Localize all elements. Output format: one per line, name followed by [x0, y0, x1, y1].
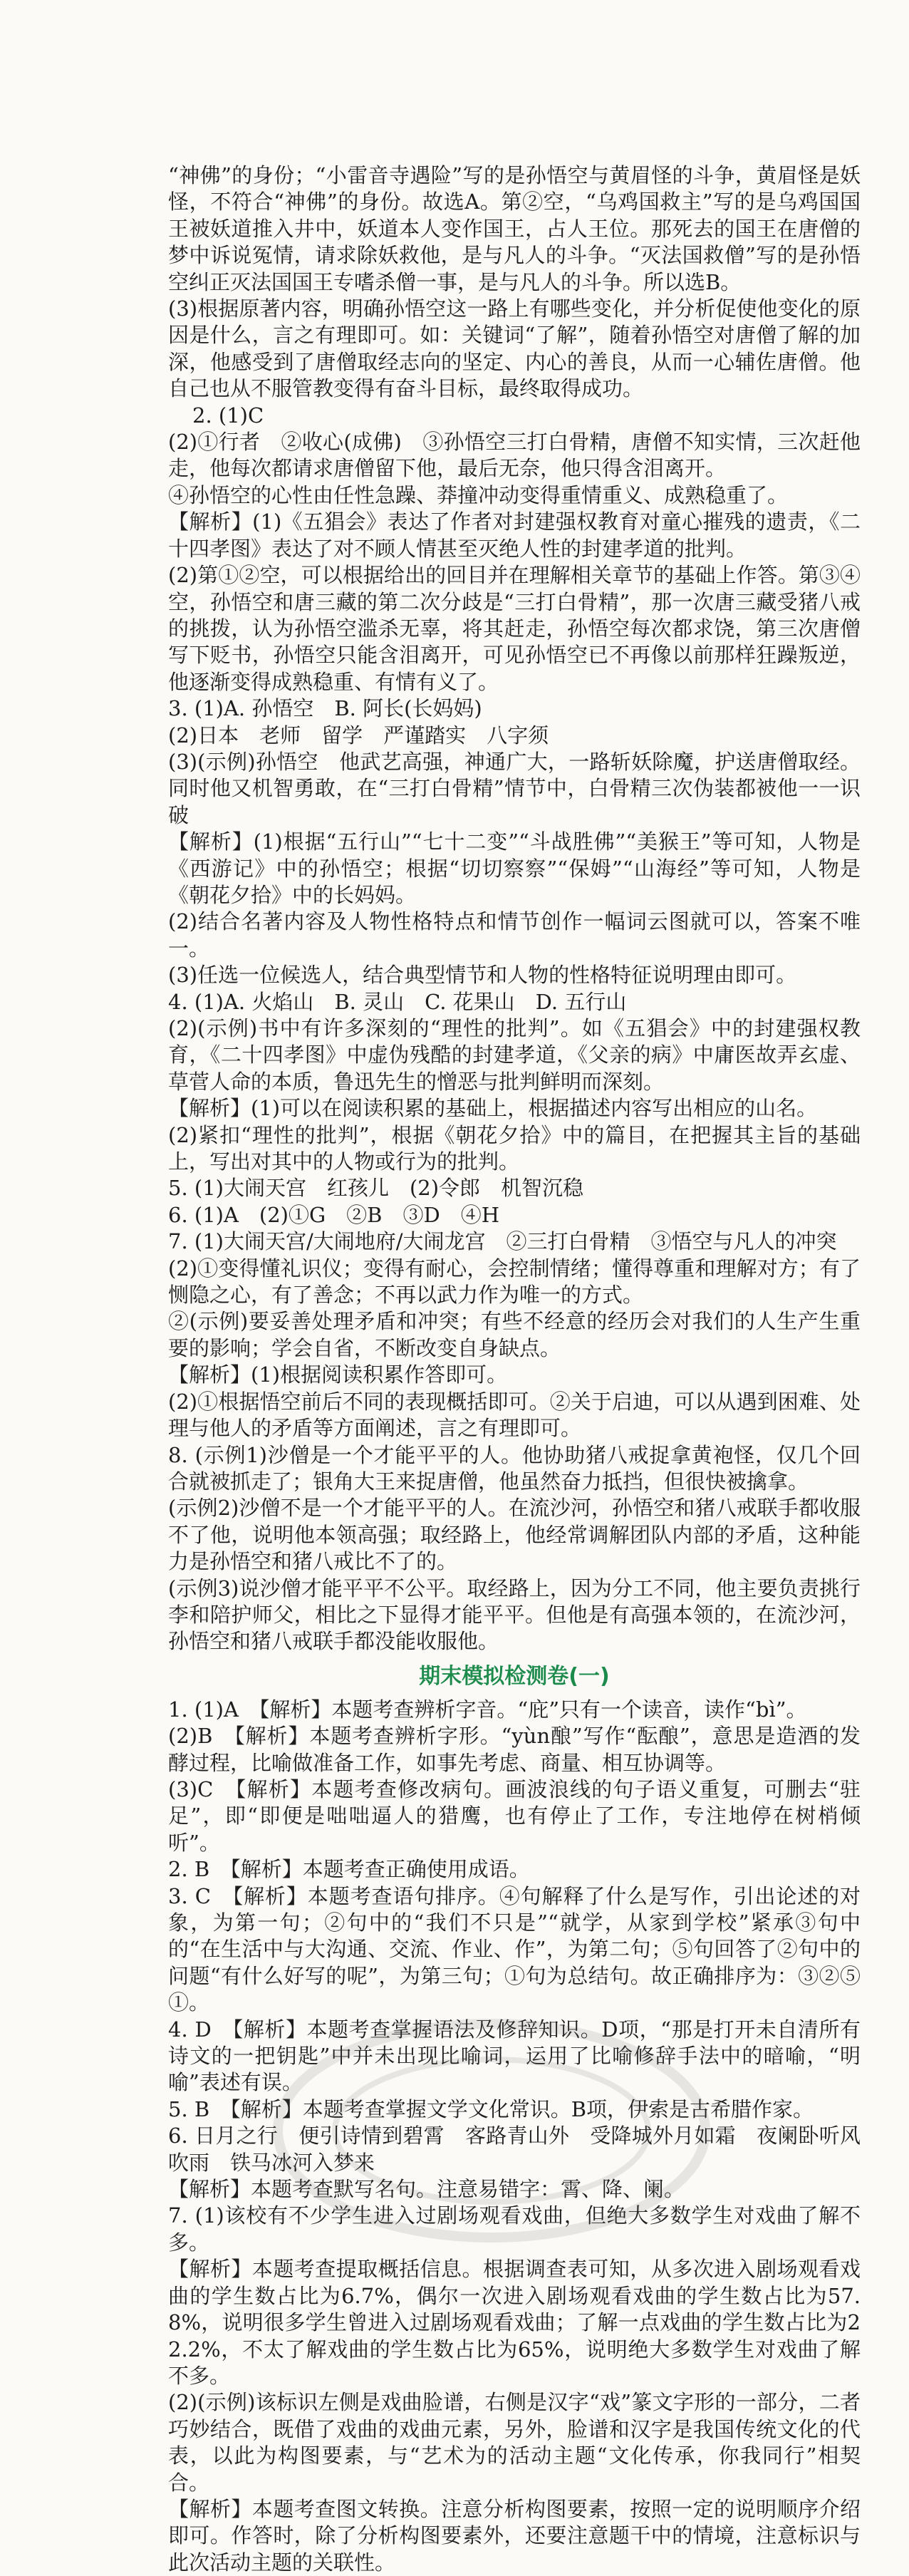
analysis-para: 【解析】(1)可以在阅读积累的基础上，根据描述内容写出相应的山名。: [168, 1096, 818, 1121]
answer-para: ②(示例)要妥善处理矛盾和冲突；有些不经意的经历会对我们的人生产生重要的影响；学会自省，不断改变自身缺点。: [168, 1309, 861, 1360]
analysis-para: (2)紧扣“理性的批判”，根据《朝花夕拾》中的篇目，在把握其主旨的基础上，写出对其中的人物或行为的批判。: [168, 1122, 861, 1174]
analysis-para: 【解析】本题考查提取概括信息。根据调查表可知，从多次进入剧场观看戏曲的学生数占比为6.7%，偶尔一次进入剧场观看戏曲的学生数占比为57.8%，说明很多学生曾进入过剧场观看戏曲；了解一点戏曲的学生数占比为22.2%，不太了解戏曲的学生数占比为65%，说明绝大多数学生对戏曲了解不多。: [168, 2257, 861, 2388]
answer-item-3: 3. (1)A. 孙悟空 B. 阿长(长妈妈): [168, 696, 482, 721]
answer-item: 6. 日月之行 便引诗情到碧霄 客路青山外 受降城外月如霜 夜阑卧听风吹雨 铁马冰河入梦来: [168, 2124, 861, 2175]
answer-para: 2. (1)C: [192, 403, 264, 428]
answer-item: 5. B 【解析】本题考查掌握文学文化常识。B项，伊索是古希腊作家。: [168, 2096, 814, 2121]
answer-para: (3)C 【解析】本题考查修改病句。画波浪线的句子语义重复，可删去“驻足”，即“即便是咄咄逼人的猎鹰，也有停止了工作，专注地停在树梢倾听”。: [168, 1776, 861, 1855]
answer-para: (2)B 【解析】本题考查辨析字形。“yùn酿”写作“酝酿”，意思是造酒的发酵过程，比喻做准备工作，如事先考虑、商量、相互协调等。: [168, 1724, 861, 1775]
answer-para: (3)根据原著内容，明确孙悟空这一路上有哪些变化，并分析促使他变化的原因是什么，言之有理即可。如：关键词“了解”，随着孙悟空对唐僧了解的加深，他感受到了唐僧取经志向的坚定、内心的善良，从而一心辅佐唐僧。他自己也从不服管教变得有奋斗目标，最终取得成功。: [168, 296, 861, 401]
answer-para: (示例2)沙僧不是一个才能平平的人。在流沙河，孙悟空和猪八戒联手都收服不了他，说明他本领高强；取经路上，他经常调解团队内部的矛盾，这种能力是孙悟空和猪八戒比不了的。: [168, 1496, 861, 1574]
answer-item: 1. (1)A 【解析】本题考查辨析字音。“庇”只有一个读音，读作“bì”。: [168, 1697, 807, 1722]
answer-item-8: 8. (示例1)沙僧是一个才能平平的人。他协助猪八戒捉拿黄袍怪，仅几个回合就被抓走了；银角大王来捉唐僧，他虽然奋力抵挡，但很快被擒拿。: [168, 1442, 861, 1494]
answer-item: 2. B 【解析】本题考查正确使用成语。: [168, 1857, 530, 1882]
analysis-para: (2)第①②空，可以根据给出的回目并在理解相关章节的基础上作答。第③④空，孙悟空和唐三藏的第二次分歧是“三打白骨精”，那一次唐三藏受猪八戒的挑拨，认为孙悟空滥杀无辜，将其赶走，孙悟空每次都求饶，第三次唐僧写下贬书，孙悟空只能含泪离开，可见孙悟空已不再像以前那样狂躁叛逆，他逐渐变得成熟稳重、有情有义了。: [168, 563, 861, 694]
analysis-para: 【解析】本题考查图文转换。注意分析构图要素，按照一定的说明顺序介绍即可。作答时，除了分析构图要素外，还要注意题干中的情境，注意标识与此次活动主题的关联性。: [168, 2496, 861, 2575]
answer-para: “神佛”的身份；“小雷音寺遇险”写的是孙悟空与黄眉怪的斗争，黄眉怪是妖怪，不符合“神佛”的身份。故选A。第②空，“乌鸡国救主”写的是乌鸡国国王被妖道推入井中，妖道本人变作国王，占人王位。那死去的国王在唐僧的梦中诉说冤情，请求除妖救他，是与凡人的斗争。“灭法国救僧”写的是孙悟空纠正灭法国国王专嗜杀僧一事，是与凡人的斗争。所以选B。: [168, 163, 861, 294]
answer-item: 4. D 【解析】本题考查掌握语法及修辞知识。D项，“那是打开未自清所有诗文的一把钥匙”中并未出现比喻词，运用了比喻修辞手法中的暗喻，“明喻”表述有误。: [168, 2017, 861, 2095]
analysis-para: (2)结合名著内容及人物性格特点和情节创作一幅词云图就可以，答案不唯一。: [168, 909, 861, 961]
answer-item: 3. C 【解析】本题考查语句排序。④句解释了什么是写作，引出论述的对象，为第一句；②句中的“我们不只是”“就学，从家到学校”紧承③句中的“在生活中与大沟通、交流、作业、作”，为第二句；⑤句回答了②句中的问题“有什么好写的呢”，为第三句；①句为总结句。故正确排序为：③②⑤①。: [168, 1883, 861, 2015]
analysis-para: 【解析】(1)根据阅读积累作答即可。: [168, 1362, 508, 1387]
analysis-para: 【解析】本题考查默写名句。注意易错字：霄、降、阑。: [168, 2177, 685, 2202]
answer-item-2: [168, 403, 861, 429]
analysis-para: 【解析】(1)《五猖会》表达了作者对封建强权教育对童心摧残的遗责，《二十四孝图》表达了对不顾人情甚至灭绝人性的封建孝道的批判。: [168, 509, 861, 561]
answer-para: (3)(示例)孙悟空 他武艺高强，神通广大，一路斩妖除魔，护送唐僧取经。同时他又机智勇敢，在“三打白骨精”情节中，白骨精三次伪装都被他一一识破: [168, 749, 861, 827]
answer-para: (2)①变得懂礼识仪；变得有耐心，会控制情绪；懂得尊重和理解对方；有了恻隐之心，有了善念；不再以武力作为唯一的方式。: [168, 1256, 861, 1308]
answer-para: (2)(示例)该标识左侧是戏曲脸谱，右侧是汉字“戏”篆文字形的一部分，二者巧妙结合，既借了戏曲的戏曲元素，另外，脸谱和汉字是我国传统文化的代表，以此为构图要素，与“艺术为的活动主题“文化传承，你我同行”相契合。: [168, 2390, 861, 2495]
answer-para: (示例3)说沙僧才能平平不公平。取经路上，因为分工不同，他主要负责挑行李和陪护师父，相比之下显得才能平平。但他是有高强本领的，在流沙河，孙悟空和猪八戒联手都没能收服他。: [168, 1576, 861, 1654]
answer-para: (2)①行者 ②收心(成佛) ③孙悟空三打白骨精，唐僧不知实情，三次赶他走，他每次都请求唐僧留下他，最后无奈，他只得含泪离开。: [168, 430, 861, 481]
analysis-para: 【解析】(1)根据“五行山”“七十二变”“斗战胜佛”“美猴王”等可知，人物是《西游记》中的孙悟空；根据“切切察察”“保姆”“山海经”等可知，人物是《朝花夕拾》中的长妈妈。: [168, 829, 861, 907]
answer-para: (2)日本 老师 留学 严谨踏实 八字须: [168, 723, 549, 748]
analysis-para: (2)①根据悟空前后不同的表现概括即可。②关于启迪，可以从遇到困难、处理与他人的矛盾等方面阐述，言之有理即可。: [168, 1389, 861, 1441]
section-title: 期末模拟检测卷(一): [419, 1663, 610, 1689]
answer-item-7: 7. (1)大闹天宫/大闹地府/大闹龙宫 ②三打白骨精 ③悟空与凡人的冲突: [168, 1229, 837, 1254]
answer-para: ④孙悟空的心性由任性急躁、莽撞冲动变得重情重义、成熟稳重了。: [168, 482, 789, 507]
answer-item-5: 5. (1)大闹天宫 红孩儿 (2)令郎 机智沉稳: [168, 1176, 584, 1201]
answer-content: [168, 162, 861, 2576]
answer-para: (2)(示例)书中有许多深刻的“理性的批判”。如《五猖会》中的封建强权教育，《二十四孝图》中虚伪残酷的封建孝道，《父亲的病》中庸医故弄玄虚、草菅人命的本质，鲁迅先生的憎恶与批判鲜明而深刻。: [168, 1016, 861, 1094]
analysis-para: (3)任选一位候选人，结合典型情节和人物的性格特征说明理由即可。: [168, 963, 797, 988]
answer-item-6: 6. (1)A (2)①G ②B ③D ④H: [168, 1202, 500, 1227]
answer-item-4: 4. (1)A. 火焰山 B. 灵山 C. 花果山 D. 五行山: [168, 989, 627, 1014]
answer-item: 7. (1)该校有不少学生进入过剧场观看戏曲，但绝大多数学生对戏曲了解不多。: [168, 2203, 861, 2255]
